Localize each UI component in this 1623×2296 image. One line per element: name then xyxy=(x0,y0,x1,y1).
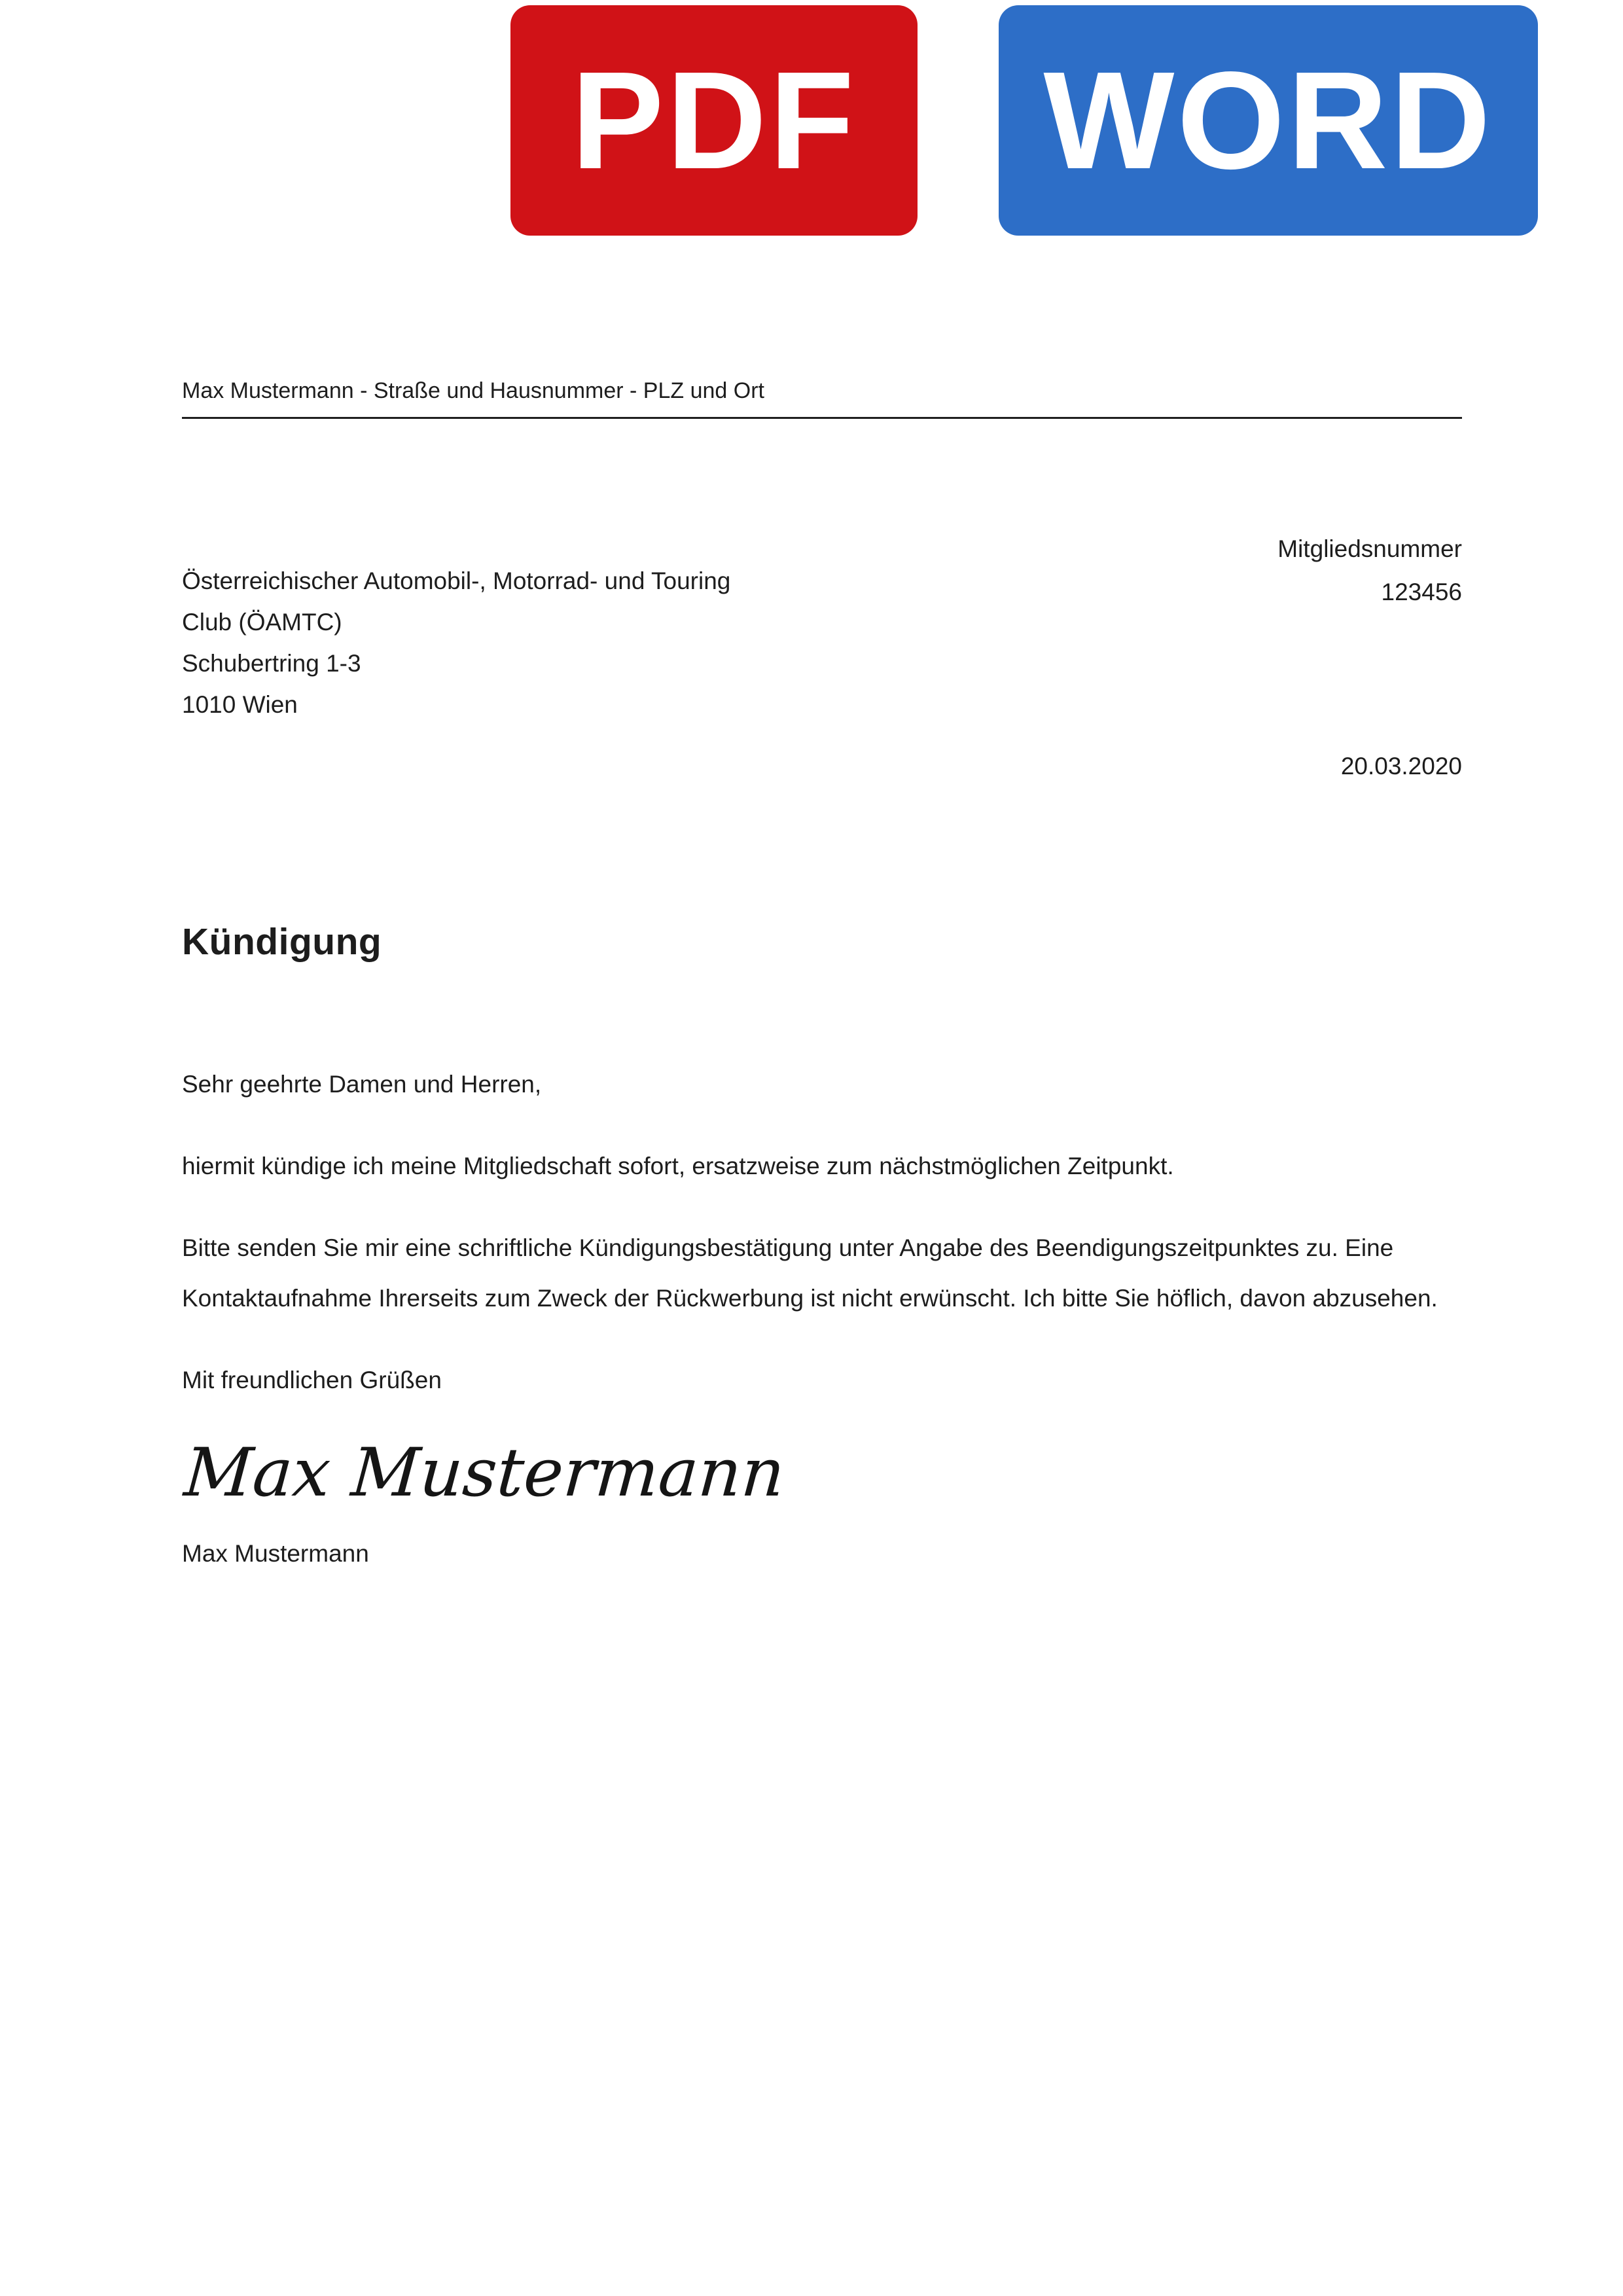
subject-heading: Kündigung xyxy=(182,921,382,963)
body-paragraph: Bitte senden Sie mir eine schriftliche Kündigungsbestätigung unter Angabe des Beendigungszeitpunktes zu. Eine Kontaktaufnahme Ihrerseits zum Zweck der Rückwerbung ist nicht erwünscht. Ich bitte Sie höflich, davon abzusehen. xyxy=(182,1234,1438,1312)
closing-line: Mit freundlichen Grüßen xyxy=(182,1367,442,1393)
recipient-line: 1010 Wien xyxy=(182,691,298,718)
membership-number: 123456 xyxy=(1381,579,1462,605)
recipient-address xyxy=(182,560,730,725)
recipient-line: Club (ÖAMTC) xyxy=(182,609,342,636)
letter-date: 20.03.2020 xyxy=(1340,753,1462,780)
membership-label: Mitgliedsnummer xyxy=(1277,535,1462,562)
letter-body xyxy=(182,1059,1462,1579)
recipient-line: Schubertring 1-3 xyxy=(182,650,361,677)
body-paragraph: hiermit kündige ich meine Mitgliedschaft sofort, ersatzweise zum nächstmöglichen Zeitpunkt. xyxy=(182,1153,1174,1179)
signer-name: Max Mustermann xyxy=(182,1540,369,1568)
recipient-line: Österreichischer Automobil-, Motorrad- und Touring xyxy=(182,567,731,594)
word-download-button[interactable]: WORD xyxy=(999,5,1538,236)
membership-block xyxy=(1277,528,1462,614)
handwritten-signature: Max Mustermann xyxy=(181,1434,787,1512)
pdf-download-button[interactable]: PDF xyxy=(510,5,918,236)
greeting: Sehr geehrte Damen und Herren, xyxy=(182,1071,542,1098)
sender-address-line: Max Mustermann - Straße und Hausnummer - PLZ und Ort xyxy=(182,378,1462,419)
